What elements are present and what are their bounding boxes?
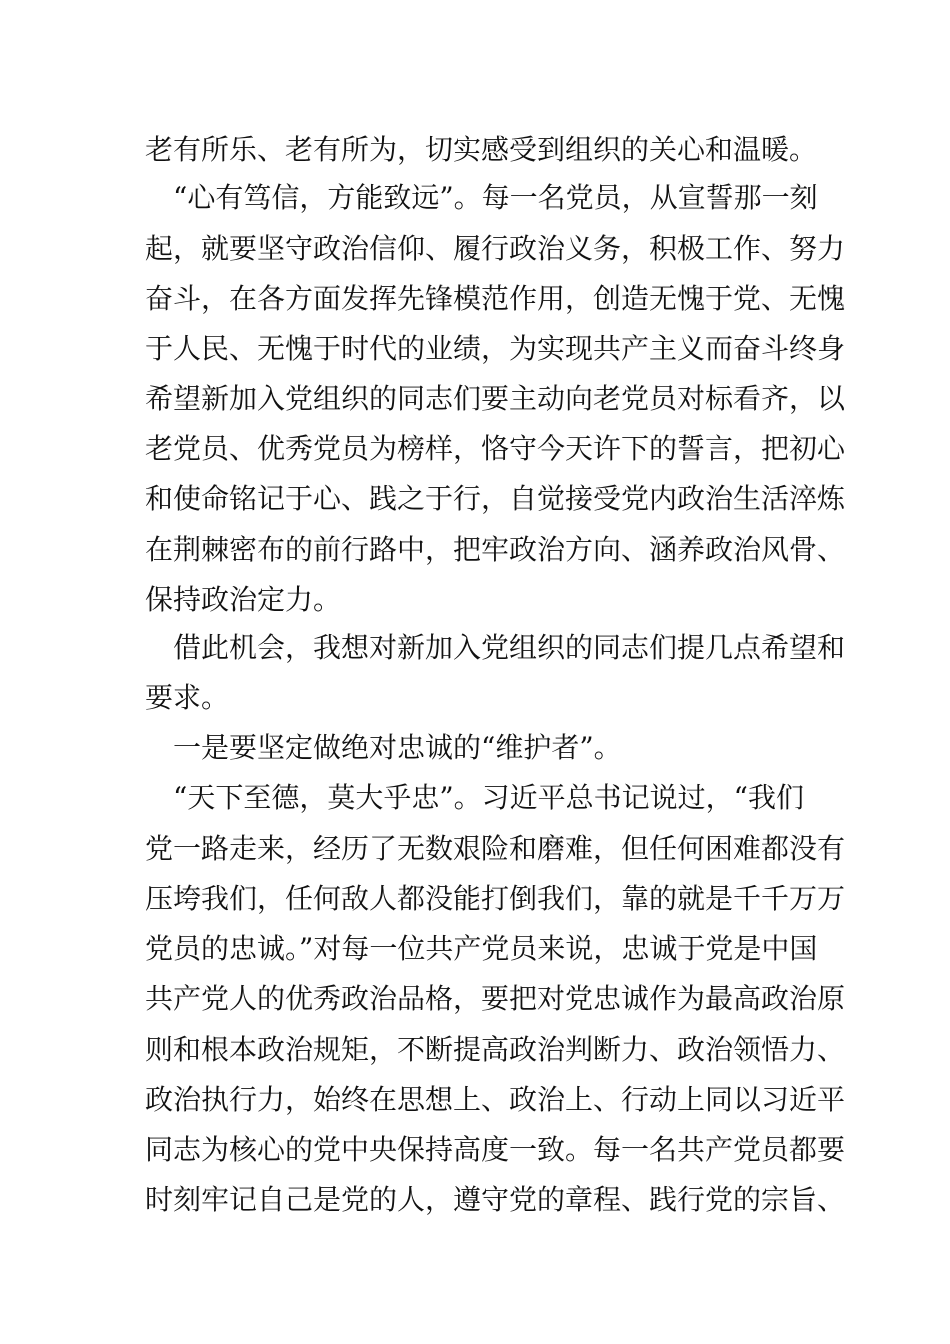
text-line: 党员的忠诚。”对每一位共产党员来说，忠诚于党是中国: [145, 932, 818, 965]
text-line: 政治执行力，始终在思想上、政治上、行动上同以习近平: [145, 1083, 846, 1116]
text-line: 起，就要坚守政治信仰、履行政治义务，积极工作、努力: [145, 232, 846, 265]
text-line: 压垮我们，任何敌人都没能打倒我们，靠的就是千千万万: [145, 882, 846, 915]
text-line: 要求。: [145, 681, 230, 714]
text-line: 在荆棘密布的前行路中，把牢政治方向、涵养政治风骨、: [145, 533, 846, 566]
text-line: 一是要坚定做绝对忠诚的“维护者”。: [145, 731, 622, 764]
text-line: 共产党人的优秀政治品格，要把对党忠诚作为最高政治原: [145, 982, 846, 1015]
text-line: “心有笃信，方能致远”。每一名党员，从宣誓那一刻: [145, 181, 818, 214]
text-line: 借此机会，我想对新加入党组织的同志们提几点希望和: [145, 631, 846, 664]
text-line: 老有所乐、老有所为，切实感受到组织的关心和温暖。: [145, 133, 818, 166]
text-line: 同志为核心的党中央保持高度一致。每一名共产党员都要: [145, 1133, 846, 1166]
text-line: 于人民、无愧于时代的业绩，为实现共产主义而奋斗终身: [145, 332, 846, 365]
text-line: 保持政治定力。: [145, 583, 342, 616]
text-line: 党一路走来，经历了无数艰险和磨难，但任何困难都没有: [145, 832, 846, 865]
text-line: 时刻牢记自己是党的人，遵守党的章程、践行党的宗旨、: [145, 1183, 846, 1216]
text-line: “天下至德，莫大乎忠”。习近平总书记说过，“我们: [145, 781, 804, 814]
text-line: 和使命铭记于心、践之于行，自觉接受党内政治生活淬炼: [145, 482, 846, 515]
text-line: 老党员、优秀党员为榜样，恪守今天许下的誓言，把初心: [145, 432, 846, 465]
text-line: 希望新加入党组织的同志们要主动向老党员对标看齐，以: [145, 382, 846, 415]
text-line: 则和根本政治规矩，不断提高政治判断力、政治领悟力、: [145, 1033, 846, 1066]
text-line: 奋斗，在各方面发挥先锋模范作用，创造无愧于党、无愧: [145, 282, 846, 315]
